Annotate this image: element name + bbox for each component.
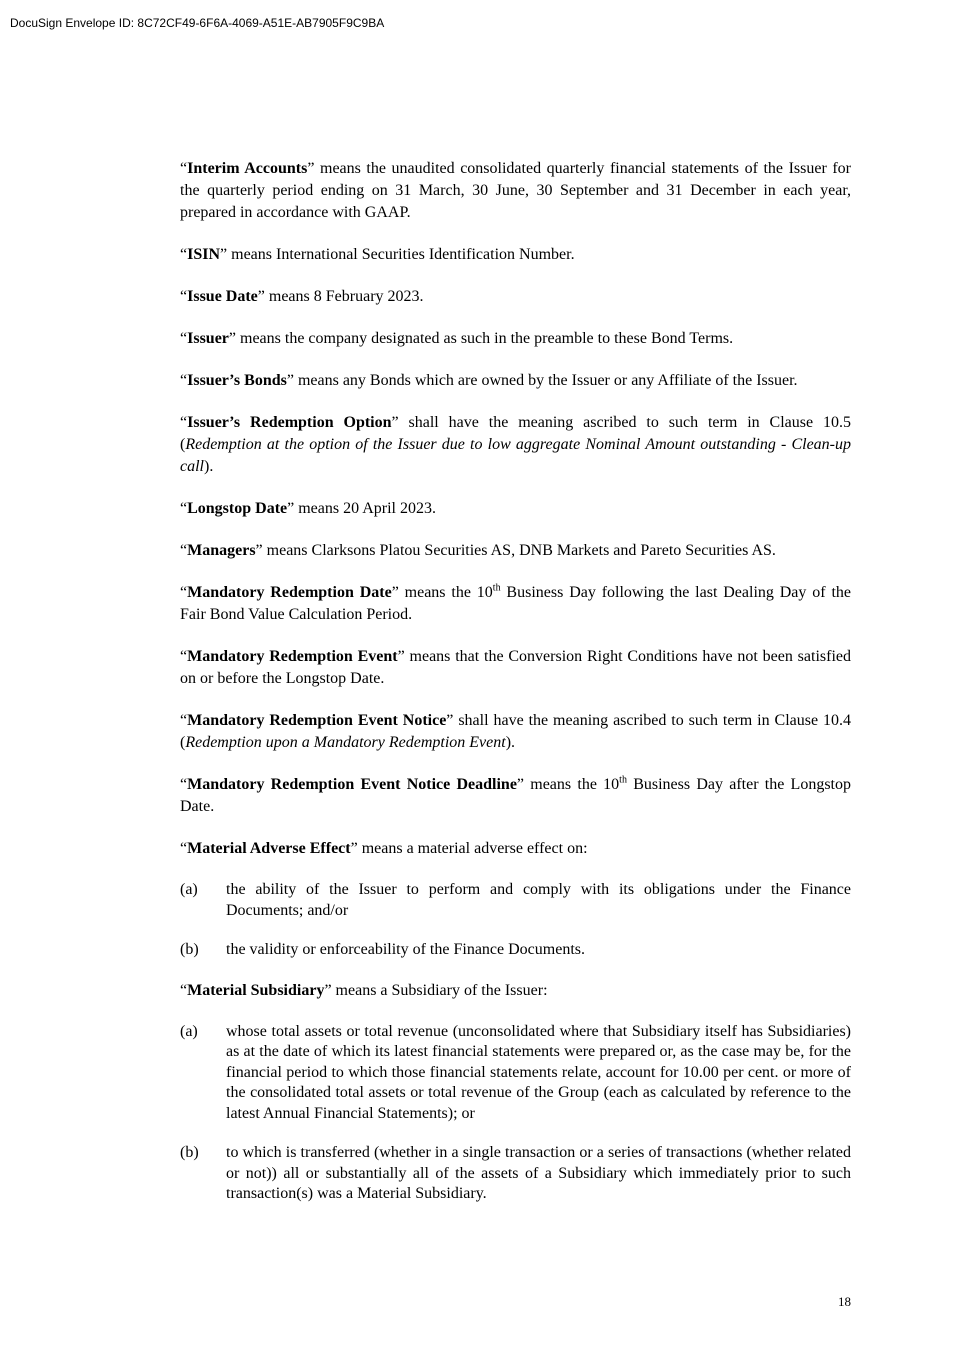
definition-issuer: “Issuer” means the company designated as such in the preamble to these Bond Terms. — [180, 330, 734, 347]
definition-mandatory-redemption-date: “Mandatory Redemption Date” means the 10th Business Day following the last Dealing Day of the Fair Bond Value Calculation Period. — [180, 582, 852, 623]
definition-term: Material Subsidiary — [187, 981, 325, 999]
definition-text: ” means 20 April 2023. — [287, 500, 436, 517]
definition-term: Material Adverse Effect — [187, 840, 351, 857]
definition-term: Longstop Date — [187, 500, 288, 517]
definition-text-end: ). — [204, 458, 214, 475]
definition-material-adverse-effect: “Material Adverse Effect” means a material adverse effect on: — [180, 840, 588, 857]
definition-term: Mandatory Redemption Event Notice — [187, 712, 447, 729]
definition-text: ” means Clarksons Platou Securities AS, DNB Markets and Pareto Securities AS. — [255, 542, 776, 559]
definition-text-end: Business Day after the Longstop Date. — [180, 776, 851, 815]
ordinal-suffix: th — [619, 774, 627, 786]
definition-text-end: Business Day following the last Dealing Day of the Fair Bond Value Calculation Period. — [180, 584, 852, 623]
definition-term: ISIN — [187, 246, 221, 263]
definition-text: ” means a Subsidiary of the Issuer: — [324, 981, 548, 999]
definitions-section — [180, 158, 851, 1224]
list-item-label: (a) — [180, 881, 198, 898]
definition-text: ” means the 10 — [516, 776, 620, 793]
definition-text: ” means that the Conversion Right Conditions have not been satisfied on or before the Longstop Date. — [180, 648, 851, 687]
definition-term: Mandatory Redemption Event Notice Deadline — [187, 776, 517, 793]
definition-issuers-bonds: “Issuer’s Bonds” means any Bonds which are owned by the Issuer or any Affiliate of the Issuer. — [180, 372, 798, 389]
definition-interim-accounts: “Interim Accounts” means the unaudited consolidated quarterly financial statements of the Issuer for the quarterly period ending on 31 March, 30 June, 30 September and 31 December in each year, prepared in accordance with GAAP. — [180, 160, 851, 221]
definition-term: Issue Date — [187, 288, 258, 305]
ordinal-suffix: th — [492, 582, 501, 594]
definition-text: ” means 8 February 2023. — [257, 288, 424, 305]
definition-term: Mandatory Redemption Date — [187, 584, 392, 601]
definition-mandatory-redemption-event: “Mandatory Redemption Event” means that the Conversion Right Conditions have not been satisfied on or before the Longstop Date. — [180, 648, 851, 687]
definition-term: Mandatory Redemption Event — [187, 648, 398, 665]
list-item-label: (b) — [180, 941, 199, 958]
definition-text: ” means the unaudited consolidated quarterly financial statements of the Issuer for the quarterly period ending on 31 March, 30 June, 30 September and 31 December in each year, prepared in accordance with GAAP. — [180, 160, 851, 221]
material-adverse-effect-list — [180, 880, 851, 961]
list-item-text: whose total assets or total revenue (unconsolidated where that Subsidiary itself has Subsidiaries) as at the date of which its latest financial statements were prepared or, as the case may be, for the financial period to which those financial statements relate, account for 10.00 per cent. or more of the consolidated total assets or total revenue of the Group (each as calculated by reference to the latest Annual Financial Statements); or — [226, 1022, 851, 1122]
definition-mandatory-redemption-event-notice: “Mandatory Redemption Event Notice” shall have the meaning ascribed to such term in Clause 10.4 (Redemption upon a Mandatory Redemption Event). — [180, 712, 851, 751]
list-item — [180, 940, 851, 961]
page-number: 18 — [838, 1294, 851, 1309]
definition-term: Managers — [187, 542, 256, 559]
definition-mandatory-redemption-event-notice-deadline: “Mandatory Redemption Event Notice Deadline” means the 10th Business Day after the Longstop Date. — [180, 774, 851, 815]
definition-isin: “ISIN” means International Securities Identification Number. — [180, 246, 575, 263]
definition-term: Issuer’s Redemption Option — [187, 414, 392, 431]
definition-text-end: ). — [505, 734, 516, 751]
definition-issuers-redemption-option: “Issuer’s Redemption Option” shall have the meaning ascribed to such term in Clause 10.5 (Redemption at the option of the Issuer due to low aggregate Nominal Amount outstanding - Clean-up call). — [180, 414, 851, 475]
definition-term: Issuer — [187, 330, 229, 347]
list-item — [180, 1022, 851, 1125]
clause-reference: Redemption upon a Mandatory Redemption Event — [185, 734, 506, 751]
definition-text: ” means any Bonds which are owned by the Issuer or any Affiliate of the Issuer. — [286, 372, 798, 389]
definition-managers: “Managers” means Clarksons Platou Securities AS, DNB Markets and Pareto Securities AS. — [180, 542, 776, 559]
definition-text: ” shall have the meaning ascribed to such term in Clause 10.4 ( — [180, 712, 851, 751]
definition-text: ” shall have the meaning ascribed to such term in Clause 10.5 ( — [180, 414, 851, 453]
list-item-label: (a) — [180, 1022, 198, 1040]
definition-longstop-date: “Longstop Date” means 20 April 2023. — [180, 500, 436, 517]
definition-term: Issuer’s Bonds — [187, 372, 287, 389]
list-item-label: (b) — [180, 1144, 199, 1161]
clause-reference: Redemption at the option of the Issuer due to low aggregate Nominal Amount outstanding - Clean-up call — [180, 436, 851, 475]
docusign-envelope-id: DocuSign Envelope ID: 8C72CF49-6F6A-4069-A51E-AB7905F9C9BA — [10, 16, 385, 30]
definition-term: Interim Accounts — [187, 160, 308, 177]
list-item-text: to which is transferred (whether in a single transaction or a series of transactions (whether related or not)) all or substantially all of the assets of a Subsidiary which immediately prior to such transaction(s) was a Material Subsidiary. — [226, 1144, 851, 1202]
list-item — [180, 1143, 851, 1205]
definition-text: ” means the company designated as such in the preamble to these Bond Terms. — [228, 330, 734, 347]
definition-text: ” means International Securities Identification Number. — [220, 246, 575, 263]
list-item-text: the validity or enforceability of the Finance Documents. — [226, 941, 585, 958]
list-item — [180, 880, 851, 921]
definition-text: ” means the 10 — [391, 584, 493, 601]
material-subsidiary-list — [180, 1022, 851, 1205]
definition-text: ” means a material adverse effect on: — [350, 840, 588, 857]
definition-material-subsidiary: “Material Subsidiary” means a Subsidiary of the Issuer: — [180, 981, 548, 999]
definition-issue-date: “Issue Date” means 8 February 2023. — [180, 288, 424, 305]
list-item-text: the ability of the Issuer to perform and comply with its obligations under the Finance Documents; and/or — [226, 881, 851, 919]
